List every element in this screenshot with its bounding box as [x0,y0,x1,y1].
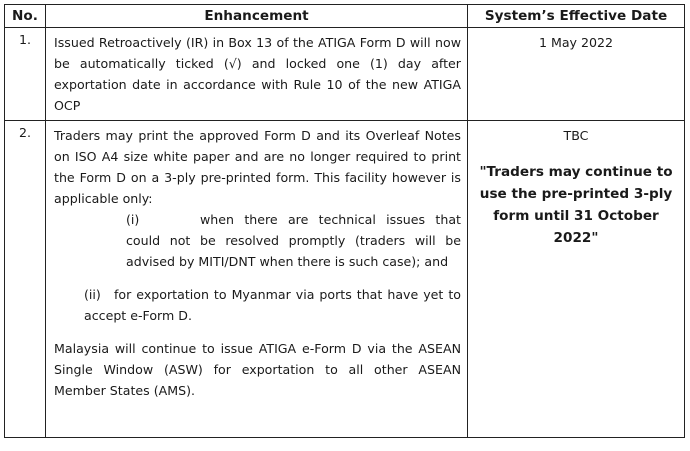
effective-date: TBC [563,128,589,143]
condition-item [84,284,461,326]
enhancement-table [4,4,685,438]
condition-label: (i) [126,212,140,227]
table-row [5,28,685,121]
transition-note: "Traders may continue to use the pre-printed 3-ply form until 31 October 2022" [479,164,673,246]
row-number: 1. [5,28,46,121]
row-number: 2. [5,121,46,438]
effective-date: 1 May 2022 [468,28,685,121]
header-effective-date: System’s Effective Date [468,5,685,28]
header-no: No. [5,5,46,28]
condition-text: when there are technical issues that could not be resolved promptly (traders will be advised by MITI/DNT when there is such case); and [126,212,461,269]
enhancement-text: Issued Retroactively (IR) in Box 13 of the ATIGA Form D will now be automatically ticked (√) and locked one (1) day after exportation date in accordance with Rule 10 of the new ATIGA OCP [46,28,468,121]
effective-date-cell [468,121,685,438]
condition-item [126,209,461,272]
condition-label: (ii) [84,287,101,302]
table-row [5,121,685,438]
header-enhancement: Enhancement [46,5,468,28]
enhancement-closing: Malaysia will continue to issue ATIGA e-Form D via the ASEAN Single Window (ASW) for exportation to all other ASEAN Member States (AMS). [54,341,461,398]
enhancement-intro: Traders may print the approved Form D and its Overleaf Notes on ISO A4 size white paper and are no longer required to print the Form D on a 3-ply pre-printed form. This facility however is applicable only: [54,128,461,206]
condition-text: for exportation to Myanmar via ports that have yet to accept e-Form D. [84,287,461,323]
enhancement-cell [46,121,468,438]
header-row [5,5,685,28]
